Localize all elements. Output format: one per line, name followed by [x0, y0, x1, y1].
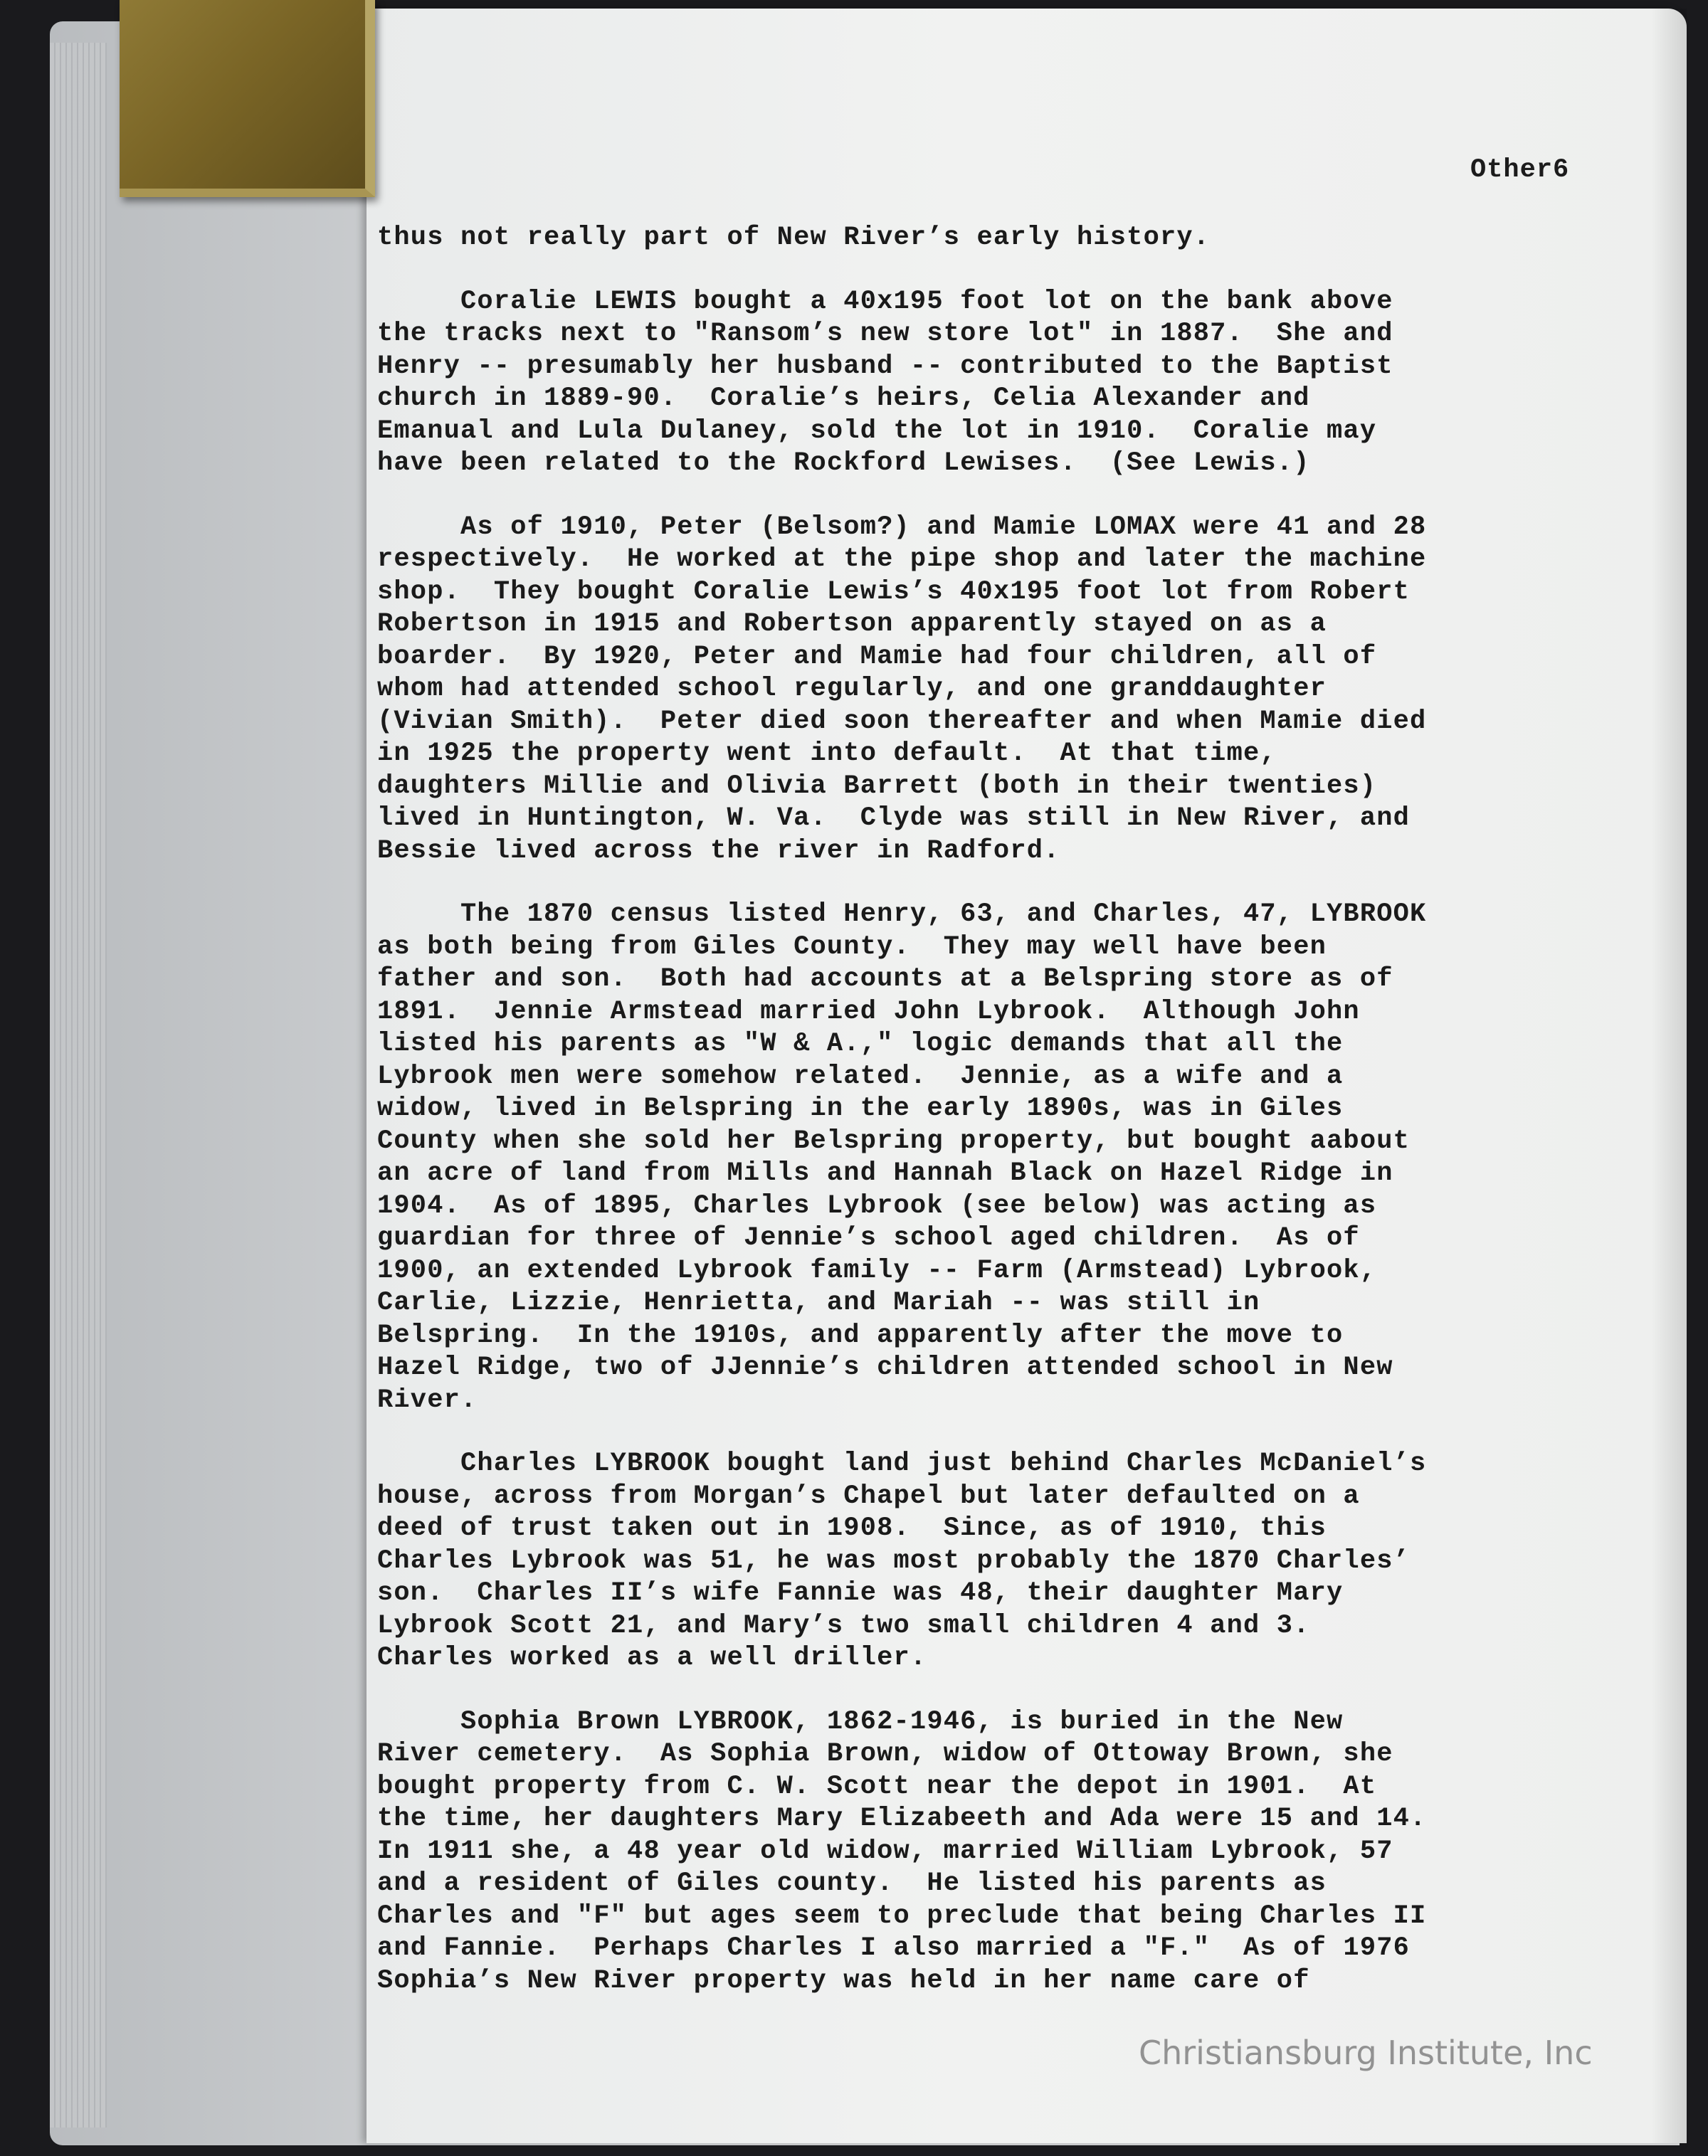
text-line: whom had attended school regularly, and one granddaughter — [377, 674, 1327, 704]
text-line: (Vivian Smith). Peter died soon thereafter and when Mamie died — [377, 706, 1427, 736]
text-line: daughters Millie and Olivia Barrett (both in their twenties) — [377, 771, 1377, 801]
text-line: Sophia’s New River property was held in her name care of — [377, 1965, 1310, 1996]
document-text — [377, 222, 1587, 2029]
text-line: Charles Lybrook was 51, he was most probably the 1870 Charles’ — [377, 1545, 1411, 1576]
paragraph — [377, 899, 1587, 1417]
watermark: Christiansburg Institute, Inc — [1139, 2034, 1593, 2072]
binder-tab — [120, 0, 375, 197]
text-line: the tracks next to "Ransom’s new store lot" in 1887. She and — [377, 319, 1393, 349]
text-line: deed of trust taken out in 1908. Since, as of 1910, this — [377, 1513, 1327, 1543]
text-line: lived in Huntington, W. Va. Clyde was still in New River, and — [377, 803, 1411, 833]
text-line: Henry -- presumably her husband -- contributed to the Baptist — [377, 351, 1393, 381]
text-line: Charles LYBROOK bought land just behind Charles McDaniel’s — [377, 1449, 1427, 1479]
paragraph — [377, 512, 1587, 868]
text-line: River cemetery. As Sophia Brown, widow of Ottoway Brown, she — [377, 1739, 1393, 1769]
text-line: Charles worked as a well driller. — [377, 1643, 927, 1673]
text-line: bought property from C. W. Scott near the depot in 1901. At — [377, 1771, 1377, 1802]
text-line: Coralie LEWIS bought a 40x195 foot lot on the bank above — [377, 286, 1393, 317]
text-line: As of 1910, Peter (Belsom?) and Mamie LOMAX were 41 and 28 — [377, 512, 1427, 542]
paragraph — [377, 222, 1587, 255]
text-line: The 1870 census listed Henry, 63, and Charles, 47, LYBROOK — [377, 899, 1427, 929]
text-line: in 1925 the property went into default. At that time, — [377, 739, 1277, 768]
text-line: County when she sold her Belspring property, but bought aabout — [377, 1126, 1411, 1156]
paragraph — [377, 1706, 1587, 1998]
text-line: Hazel Ridge, two of JJennie’s children attended school in New — [377, 1353, 1393, 1383]
text-line: Lybrook Scott 21, and Mary’s two small children 4 and 3. — [377, 1610, 1310, 1641]
text-line: Emanual and Lula Dulaney, sold the lot in 1910. Coralie may — [377, 416, 1377, 446]
text-line: Charles and "F" but ages seem to preclude that being Charles II — [377, 1901, 1427, 1931]
page-curl-shadow — [1651, 9, 1687, 2143]
text-line: 1900, an extended Lybrook family -- Farm (Armstead) Lybrook, — [377, 1255, 1377, 1286]
page-stack-edges — [50, 43, 107, 2128]
text-line: boarder. By 1920, Peter and Mamie had four children, all of — [377, 641, 1377, 672]
page-label: Other6 — [1470, 155, 1570, 185]
text-line: In 1911 she, a 48 year old widow, married William Lybrook, 57 — [377, 1836, 1393, 1866]
text-line: Lybrook men were somehow related. Jennie, as a wife and a — [377, 1061, 1344, 1092]
text-line: Bessie lived across the river in Radford. — [377, 835, 1060, 866]
text-line: father and son. Both had accounts at a Belspring store as of — [377, 964, 1393, 994]
text-line: Belspring. In the 1910s, and apparently after the move to — [377, 1320, 1344, 1351]
text-line: listed his parents as "W & A.," logic demands that all the — [377, 1029, 1344, 1059]
text-line: 1891. Jennie Armstead married John Lybrook. Although John — [377, 996, 1360, 1027]
text-line: Sophia Brown LYBROOK, 1862-1946, is buried in the New — [377, 1706, 1344, 1737]
text-line: Robertson in 1915 and Robertson apparently stayed on as a — [377, 609, 1327, 639]
text-line: church in 1889-90. Coralie’s heirs, Celia Alexander and — [377, 384, 1310, 413]
text-line: widow, lived in Belspring in the early 1890s, was in Giles — [377, 1094, 1344, 1124]
text-line: and Fannie. Perhaps Charles I also married a "F." As of 1976 — [377, 1933, 1411, 1963]
text-line: guardian for three of Jennie’s school aged children. As of — [377, 1223, 1360, 1253]
text-line: thus not really part of New River’s early history. — [377, 223, 1211, 253]
text-line: have been related to the Rockford Lewises. (See Lewis.) — [377, 448, 1310, 478]
text-line: an acre of land from Mills and Hannah Black on Hazel Ridge in — [377, 1158, 1393, 1188]
text-line: shop. They bought Coralie Lewis’s 40x195 foot lot from Robert — [377, 576, 1411, 607]
text-line: 1904. As of 1895, Charles Lybrook (see below) was acting as — [377, 1190, 1377, 1221]
paragraph — [377, 286, 1587, 480]
paragraph — [377, 1448, 1587, 1675]
text-line: son. Charles II’s wife Fannie was 48, their daughter Mary — [377, 1578, 1344, 1608]
text-line: house, across from Morgan’s Chapel but later defaulted on a — [377, 1481, 1360, 1511]
text-line: and a resident of Giles county. He listed his parents as — [377, 1869, 1327, 1898]
text-line: respectively. He worked at the pipe shop and later the machine — [377, 544, 1427, 574]
text-line: Carlie, Lizzie, Henrietta, and Mariah -- was still in — [377, 1288, 1260, 1318]
text-line: as both being from Giles County. They may well have been — [377, 931, 1327, 962]
text-line: the time, her daughters Mary Elizabeeth and Ada were 15 and 14. — [377, 1804, 1427, 1834]
text-line: River. — [377, 1385, 478, 1415]
